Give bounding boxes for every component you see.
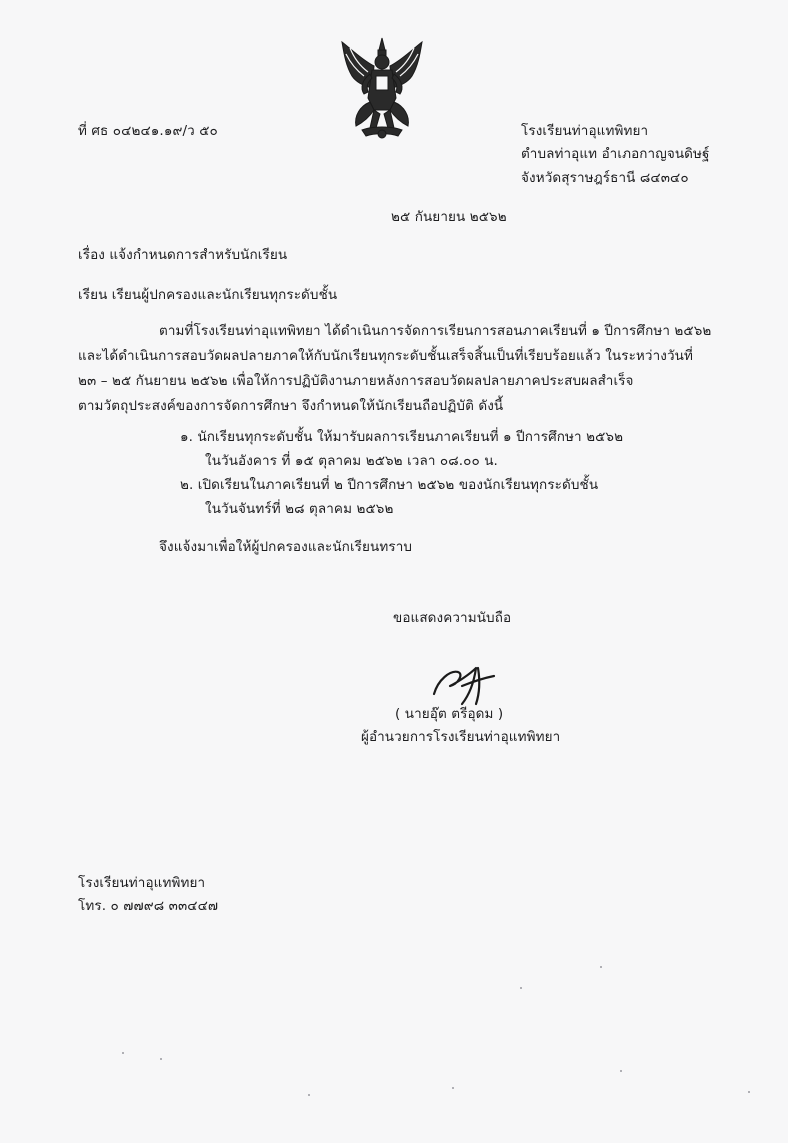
scan-speck: [452, 1087, 454, 1089]
scan-speck: [600, 966, 602, 968]
list-item-2-line1: ๒. เปิดเรียนในภาคเรียนที่ ๒ ปีการศึกษา ๒๕๖๒ ของนักเรียนทุกระดับชั้น: [180, 477, 599, 493]
scan-speck: [620, 1070, 622, 1072]
salutation: ขอแสดงความนับถือ: [393, 610, 512, 626]
reference-number: ที่ ศธ ๐๔๒๔๑.๑๙/ว ๕๐: [78, 123, 218, 139]
body-line: ตามที่โรงเรียนท่าอุแทพิทยา ได้ดำเนินการจัดการเรียนการสอนภาคเรียนที่ ๑ ปีการศึกษา ๒๕๖๒: [159, 323, 712, 339]
scan-speck: [748, 1091, 750, 1093]
signer-position: ผู้อำนวยการโรงเรียนท่าอุแทพิทยา: [361, 729, 561, 745]
scan-speck: [122, 1052, 124, 1054]
garuda-emblem-icon: [334, 36, 430, 142]
list-item-2-line2: ในวันจันทร์ที่ ๒๘ ตุลาคม ๒๕๖๒: [205, 501, 394, 517]
body-line: และได้ดำเนินการสอบวัดผลปลายภาคให้กับนักเรียนทุกระดับชั้นเสร็จสิ้นเป็นที่เรียบร้อยแล้ว ในระหว่างวันที่: [78, 348, 693, 364]
footer-office: โรงเรียนท่าอุแทพิทยา: [78, 875, 206, 891]
footer-phone: โทร. ๐ ๗๗๙๘ ๓๓๔๔๗: [78, 898, 219, 914]
scan-speck: [308, 1094, 310, 1096]
letter-recipient: เรียน เรียนผู้ปกครองและนักเรียนทุกระดับชั้น: [78, 287, 338, 303]
scan-speck: [520, 987, 522, 989]
closing-statement: จึงแจ้งมาเพื่อให้ผู้ปกครองและนักเรียนทราบ: [159, 539, 413, 555]
signer-name: ( นายอุ๊ต ตรีอุดม ): [395, 706, 504, 722]
school-address-line3: จังหวัดสุราษฎร์ธานี ๘๔๓๔๐: [521, 170, 689, 186]
scan-speck: [160, 1058, 162, 1060]
school-address-line2: ตำบลท่าอุแท อำเภอกาญจนดิษฐ์: [521, 146, 710, 162]
letter-subject: เรื่อง แจ้งกำหนดการสำหรับนักเรียน: [78, 247, 288, 263]
signature: [428, 660, 500, 710]
list-item-1-line2: ในวันอังคาร ที่ ๑๕ ตุลาคม ๒๕๖๒ เวลา ๐๘.๐๐ น.: [205, 453, 498, 469]
body-line: ๒๓ – ๒๕ กันยายน ๒๕๖๒ เพื่อให้การปฏิบัติงานภายหลังการสอบวัดผลปลายภาคประสบผลสำเร็จ: [78, 373, 634, 389]
list-item-1-line1: ๑. นักเรียนทุกระดับชั้น ให้มารับผลการเรียนภาคเรียนที่ ๑ ปีการศึกษา ๒๕๖๒: [180, 429, 624, 445]
school-address-line1: โรงเรียนท่าอุแทพิทยา: [521, 123, 649, 139]
body-line: ตามวัตถุประสงค์ของการจัดการศึกษา จึงกำหนดให้นักเรียนถือปฏิบัติ ดังนี้: [78, 398, 504, 414]
letter-date: ๒๕ กันยายน ๒๕๖๒: [391, 209, 507, 225]
